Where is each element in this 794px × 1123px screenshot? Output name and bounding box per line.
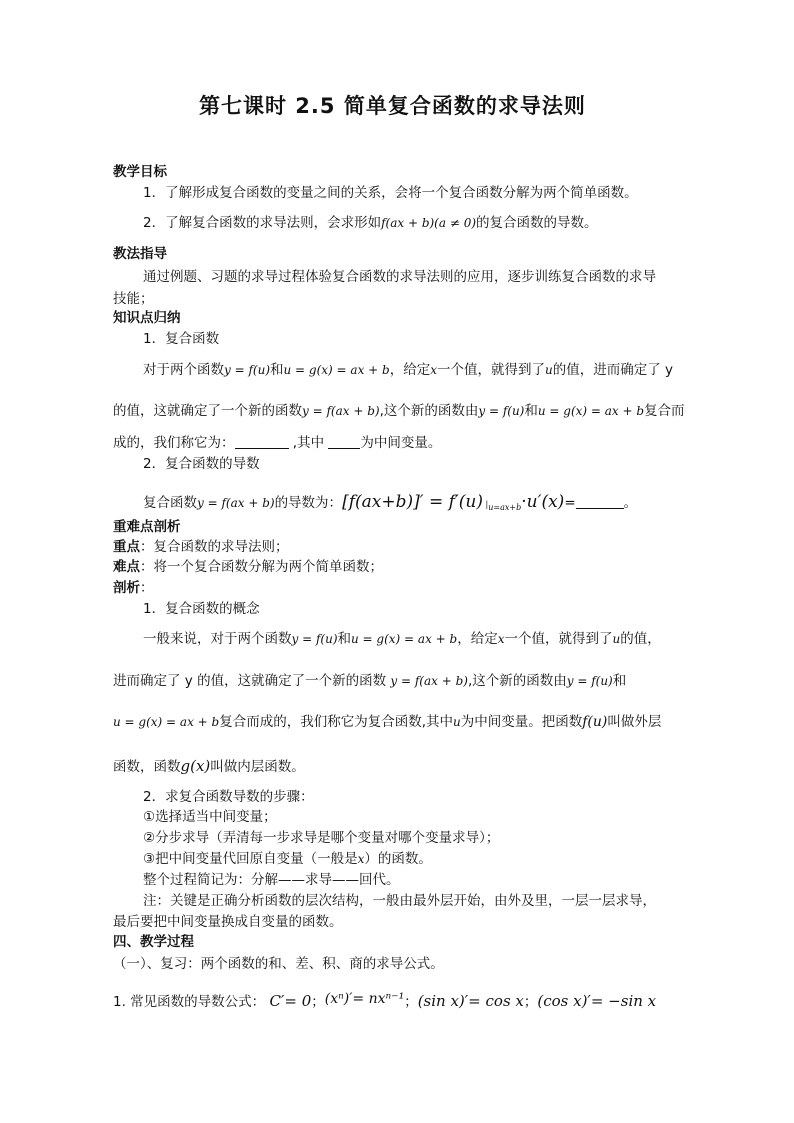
formula-line-1: 1. 常见函数的导数公式： C′= 0；(xⁿ)′= nxⁿ⁻¹；(sin x)′= cos x；(cos x)′= −sin x <box>113 991 657 1010</box>
math-f-axb-cond: f(ax + b)(a ≠ 0) <box>381 216 477 230</box>
review-line: （一）、复习：两个函数的和、差、积、商的求导公式。 <box>113 956 444 972</box>
note-line-2: 最后要把中间变量换成自变量的函数。 <box>113 914 343 930</box>
process-heading: 四、教学过程 <box>113 934 194 950</box>
answer-blank-1[interactable] <box>235 435 289 449</box>
method-line-1: 通过例题、习题的求导过程体验复合函数的求导法则的应用，逐步训练复合函数的求导 <box>143 269 656 285</box>
step-1: ①选择适当中间变量； <box>143 809 277 825</box>
knowledge-sub-2: 2．复合函数的导数 <box>143 456 260 472</box>
knowledge-para-4: 复合函数y = f(ax + b)的导数为：[f(ax+b)]′ = f′(u) $|_{u=ax+b}\cdot u'(x)=$ 。 <box>143 492 638 512</box>
answer-blank-3[interactable] <box>576 495 624 509</box>
key-point-1: 重点：复合函数的求导法则； <box>113 539 289 555</box>
analysis-para-2: 进而确定了 y 的值，这就确定了一个新的函数 y = f(ax + b),这个新的函数由y = f(u)和 <box>113 673 627 689</box>
formula-const: C′= 0 <box>269 992 312 1010</box>
analysis-sub-1: 1．复合函数的概念 <box>143 601 260 617</box>
goals-heading: 教学目标 <box>113 164 167 180</box>
steps-summary: 整个过程简记为：分解——求导——回代。 <box>143 872 400 888</box>
key-point-2: 难点：将一个复合函数分解为两个简单函数； <box>113 559 383 575</box>
goal-item-1: 1．了解形成复合函数的变量之间的关系，会将一个复合函数分解为两个简单函数。 <box>143 185 638 201</box>
chain-rule-formula: [f(ax+b)]′ = f′(u) <box>342 492 484 512</box>
knowledge-sub-1: 1．复合函数 <box>143 331 220 347</box>
knowledge-para-3: 成的，我们称它为： ,其中 为中间变量。 <box>113 435 442 451</box>
step-2: ②分步求导（弄清每一步求导是哪个变量对哪个变量求导）； <box>143 830 500 846</box>
formula-cos: (cos x)′= −sin x <box>537 992 657 1010</box>
method-line-2: 技能； <box>113 291 154 307</box>
key-point-3: 剖析： <box>113 580 154 596</box>
answer-blank-2[interactable] <box>328 435 360 449</box>
knowledge-heading: 知识点归纳 <box>113 310 181 326</box>
analysis-sub-2: 2．求复合函数导数的步骤： <box>143 789 314 805</box>
knowledge-para-1: 对于两个函数y = f(u)和u = g(x) = ax + b，给定x一个值，就得到了u的值，进而确定了 y <box>143 362 673 378</box>
step-3: ③把中间变量代回原自变量（一般是x）的函数。 <box>143 851 432 867</box>
goal-item-2: 2．了解复合函数的求导法则，会求形如f(ax + b)(a ≠ 0)的复合函数的导数。 <box>143 215 598 231</box>
knowledge-para-2: 的值，这就确定了一个新的函数y = f(ax + b),这个新的函数由y = f(u)和u = g(x) = ax + b复合而 <box>113 403 685 419</box>
page-title: 第七课时 2.5 简单复合函数的求导法则 <box>199 94 586 118</box>
note-line-1: 注：关键是正确分析函数的层次结构，一般由最外层开始，由外及里，一层一层求导， <box>143 893 656 909</box>
formula-sin: (sin x)′= cos x <box>417 992 524 1010</box>
key-heading: 重难点剖析 <box>113 519 181 535</box>
formula-power: (xⁿ)′= nxⁿ⁻¹ <box>324 991 405 1007</box>
analysis-para-1: 一般来说，对于两个函数y = f(u)和u = g(x) = ax + b，给定x一个值，就得到了u的值， <box>143 631 661 647</box>
method-heading: 教法指导 <box>113 246 167 262</box>
analysis-para-4: 函数，函数g(x)叫做内层函数。 <box>113 757 305 775</box>
analysis-para-3: u = g(x) = ax + b复合而成的，我们称它为复合函数,其中u为中间变量。把函数f(u)叫做外层 <box>113 714 662 730</box>
